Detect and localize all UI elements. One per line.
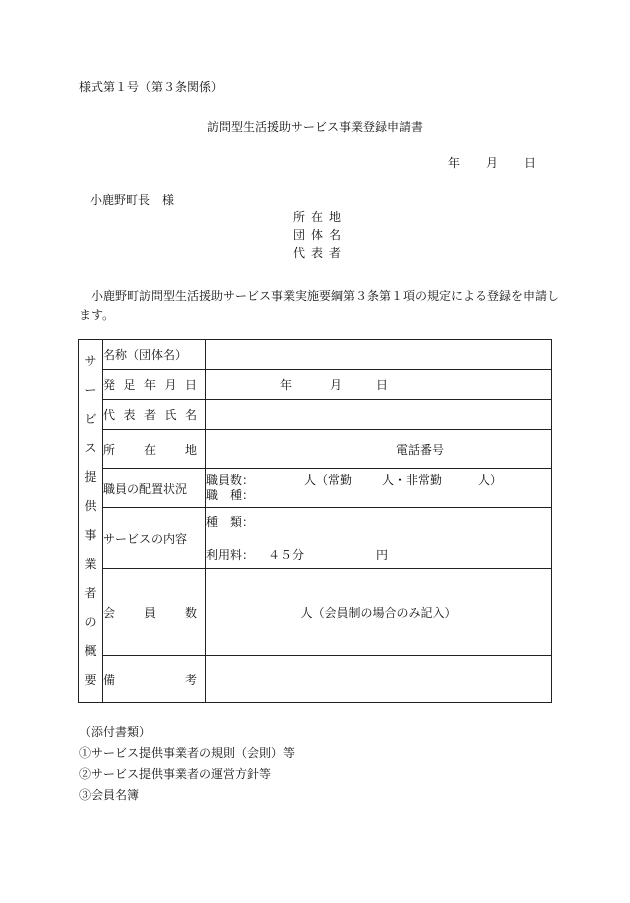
members-value: 人（会員制の場合のみ記入） <box>300 605 457 620</box>
date-day: 日 <box>524 156 537 170</box>
staff-count-label: 職員数： <box>206 473 255 487</box>
label-char: 足 <box>123 378 136 392</box>
applicant-rep-label: 代表者 <box>293 246 348 260</box>
est-date-label <box>103 370 206 400</box>
applicant-address-label: 所在地 <box>293 210 348 224</box>
fee-label: 利用料： <box>206 548 255 562</box>
members-field[interactable] <box>206 569 552 656</box>
side-heading-char: 業 <box>84 557 97 571</box>
attachments-heading: （添付書類） <box>79 725 152 739</box>
attachment-item: ②サービス提供事業者の運営方針等 <box>79 767 272 781</box>
provider-overview-table <box>78 339 552 703</box>
form-number: 様式第１号（第３条関係） <box>79 80 224 94</box>
label-char: 者 <box>143 408 156 422</box>
label-char: 所 <box>103 442 116 457</box>
est-date-year: 年 <box>280 378 293 392</box>
side-heading-char: ビ <box>84 412 97 426</box>
side-heading-char: 要 <box>84 673 97 687</box>
address-label <box>103 430 206 469</box>
document-title: 訪問型生活援助サービス事業登録申請書 <box>206 120 423 134</box>
side-heading-char: 事 <box>84 528 97 542</box>
name-label: 名称（団体名） <box>103 340 206 370</box>
label-char: 名 <box>184 408 197 422</box>
phone-label: 電話番号 <box>396 442 445 457</box>
fee-unit: 円 <box>376 548 389 562</box>
label-char: 代 <box>103 408 116 422</box>
rep-name-field[interactable] <box>206 400 552 430</box>
label-char: 日 <box>184 378 197 392</box>
members-label <box>103 569 206 656</box>
side-heading-char: サ <box>84 354 97 368</box>
name-field[interactable] <box>206 340 552 370</box>
label-char: 発 <box>103 378 116 392</box>
label-char: 氏 <box>164 408 177 422</box>
side-heading-char: 者 <box>84 586 97 600</box>
side-heading-char: ー <box>84 383 97 397</box>
label-char: 表 <box>123 408 136 422</box>
applicant-block <box>293 211 347 265</box>
label-char: 月 <box>164 378 177 392</box>
service-field[interactable] <box>206 508 552 569</box>
est-date-month: 月 <box>330 378 343 392</box>
est-date-day: 日 <box>376 378 389 392</box>
staff-part-time-unit: 人・非常勤 <box>382 473 443 487</box>
attachment-item: ③会員名簿 <box>79 788 140 802</box>
request-statement: 小鹿野町訪問型生活援助サービス事業実施要綱第３条第１項の規定による登録を申請します。 <box>79 289 560 322</box>
staff-full-time-unit: 人（常勤 <box>304 473 353 487</box>
side-heading-char: 提 <box>84 470 97 484</box>
remarks-field[interactable] <box>206 656 552 703</box>
label-char: 会 <box>103 605 116 620</box>
label-char: 在 <box>143 442 156 457</box>
staff-label: 職員の配置状況 <box>103 469 206 508</box>
attachments <box>79 726 295 810</box>
date-month: 月 <box>486 156 499 170</box>
address-field[interactable] <box>206 430 552 469</box>
attachment-item: ①サービス提供事業者の規則（会則）等 <box>79 746 296 760</box>
label-char: 地 <box>184 442 197 457</box>
addressee: 小鹿野町長 様 <box>90 193 175 207</box>
label-char: 数 <box>184 605 197 620</box>
label-char: 備 <box>103 672 116 687</box>
label-char: 年 <box>143 378 156 392</box>
side-heading <box>79 340 103 703</box>
application-date <box>448 157 536 169</box>
fee-duration: ４５分 <box>268 548 305 562</box>
staff-field[interactable] <box>206 469 552 508</box>
remarks-label <box>103 656 206 703</box>
service-type-label: 種 類： <box>206 515 255 529</box>
applicant-org-label: 団体名 <box>293 228 348 242</box>
service-label: サービスの内容 <box>103 508 206 569</box>
label-char: 考 <box>184 672 197 687</box>
date-year: 年 <box>448 156 461 170</box>
est-date-field[interactable] <box>206 370 552 400</box>
side-heading-char: 概 <box>84 644 97 658</box>
staff-end-unit: 人） <box>478 473 503 487</box>
side-heading-char: 供 <box>84 499 97 513</box>
label-char: 員 <box>143 605 156 620</box>
side-heading-char: の <box>84 615 97 629</box>
side-heading-char: ス <box>84 441 97 455</box>
staff-type-label: 職 種： <box>206 488 255 502</box>
rep-name-label <box>103 400 206 430</box>
